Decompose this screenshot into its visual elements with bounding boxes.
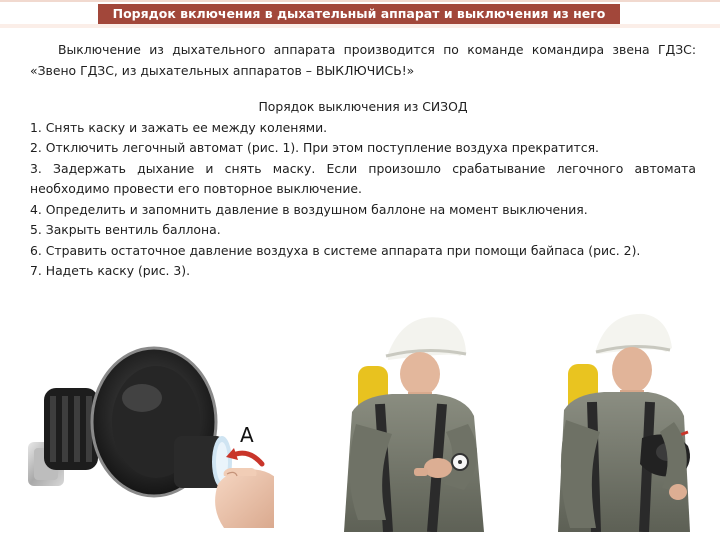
intro-paragraph: Выключение из дыхательного аппарата производится по команде командира звена ГДЗС: «Звено ГДЗС, из дыхательных аппаратов – ВЫКЛЮЧИСЬ!»	[30, 42, 696, 78]
title-shadow	[0, 24, 720, 28]
figure-2-firefighter-bypass	[318, 308, 492, 532]
figure-3-firefighter-helmet	[546, 310, 716, 532]
step-item: 2. Отключить легочный автомат (рис. 1). При этом поступление воздуха прекратится.	[30, 140, 599, 155]
steps-list	[30, 118, 696, 282]
step-item: 7. Надеть каску (рис. 3).	[30, 263, 191, 278]
figure-1-demand-valve	[24, 336, 274, 528]
content-text	[30, 40, 696, 282]
firefighter-illustration	[546, 310, 716, 532]
step-item: 4. Определить и запомнить давление в воздушном баллоне на момент выключения.	[30, 201, 588, 217]
step-item: 1. Снять каску и зажать ее между коленями.	[30, 119, 328, 135]
demand-valve-illustration	[24, 336, 274, 528]
slide-title: Порядок включения в дыхательный аппарат и выключения из него	[98, 4, 620, 24]
top-stripe	[0, 0, 720, 2]
step-item: 3. Задержать дыхание и снять маску. Если произошло срабатывание легочного автомата необходимо провести его повторное выключение.	[30, 160, 696, 196]
section-title: Порядок выключения из СИЗОД	[258, 99, 468, 114]
step-item: 5. Закрыть вентиль баллона.	[30, 222, 221, 237]
firefighter-illustration	[318, 308, 492, 532]
step-item: 6. Стравить остаточное давление воздуха в системе аппарата при помощи байпаса (рис. 2).	[30, 242, 641, 258]
figure-marker-label: A	[240, 423, 254, 447]
